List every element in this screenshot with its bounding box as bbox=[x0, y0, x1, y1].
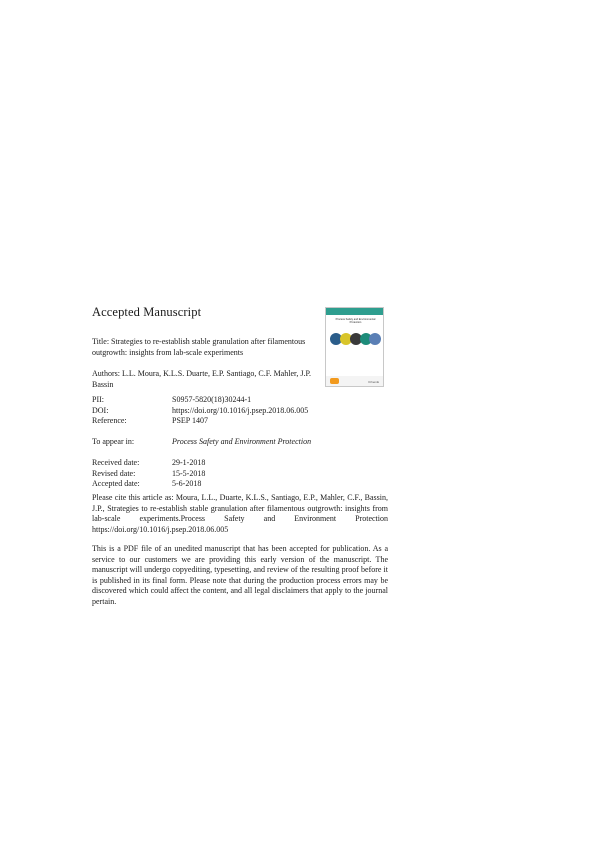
meta-label: DOI: bbox=[92, 405, 109, 415]
meta-value: 15-5-2018 bbox=[172, 468, 206, 478]
meta-value: 29-1-2018 bbox=[172, 458, 206, 467]
dates-table bbox=[92, 458, 205, 490]
meta-label: PII: bbox=[92, 395, 104, 404]
cover-journal-name: Process Safety and Environmental Protection bbox=[335, 318, 376, 324]
page-heading: Accepted Manuscript bbox=[92, 305, 202, 319]
article-title: Title: Strategies to re-establish stable granulation after filamentous outgrowth: insights from lab-scale experiments bbox=[92, 337, 306, 357]
meta-row-revised bbox=[92, 469, 205, 480]
cover-publisher: IChemE bbox=[368, 380, 379, 384]
appear-in-table bbox=[92, 437, 311, 448]
meta-row-reference bbox=[92, 416, 308, 427]
meta-row-appear bbox=[92, 437, 311, 448]
publisher-logo-icon bbox=[330, 378, 339, 384]
cover-top-band bbox=[326, 308, 383, 315]
meta-row-accepted bbox=[92, 479, 205, 490]
meta-value: 5-6-2018 bbox=[172, 479, 202, 489]
journal-name: Process Safety and Environment Protection bbox=[172, 437, 312, 446]
identifier-table bbox=[92, 395, 308, 427]
journal-cover-thumbnail bbox=[325, 307, 384, 387]
meta-row-doi bbox=[92, 406, 308, 417]
meta-value: PSEP 1407 bbox=[172, 416, 208, 426]
citation-paragraph: Please cite this article as: Moura, L.L., Duarte, K.L.S., Santiago, E.P., Mahler, C.F., Bassin, J.P., Strategies to re-establish stable granulation after filamentous outgrowth: insights from lab-scale experiments.Process Safety and Environment Protection https://doi.org/10.1016/j.psep.2018.06.005 bbox=[92, 493, 388, 534]
disclaimer-paragraph: This is a PDF file of an unedited manuscript that has been accepted for publication. As a service to our customers we are providing this early version of the manuscript. The manuscript will undergo copyediting, typesetting, and review of the resulting proof before it is published in its final form. Please note that during the production process errors may be discovered which could affect the content, and all legal disclaimers that apply to the journal pertain. bbox=[92, 544, 388, 606]
meta-value: S0957-5820(18)30244-1 bbox=[172, 395, 252, 404]
meta-row-pii bbox=[92, 395, 308, 406]
article-authors: Authors: L.L. Moura, K.L.S. Duarte, E.P. Santiago, C.F. Mahler, J.P. Bassin bbox=[92, 369, 312, 389]
meta-label: To appear in: bbox=[92, 437, 135, 446]
meta-label: Accepted date: bbox=[92, 479, 140, 489]
doi-link[interactable]: https://doi.org/10.1016/j.psep.2018.06.005 bbox=[172, 405, 309, 415]
meta-label: Reference: bbox=[92, 416, 127, 426]
meta-label: Revised date: bbox=[92, 468, 136, 478]
meta-label: Received date: bbox=[92, 458, 140, 467]
meta-row-received bbox=[92, 458, 205, 469]
cover-circle-5 bbox=[369, 333, 381, 345]
